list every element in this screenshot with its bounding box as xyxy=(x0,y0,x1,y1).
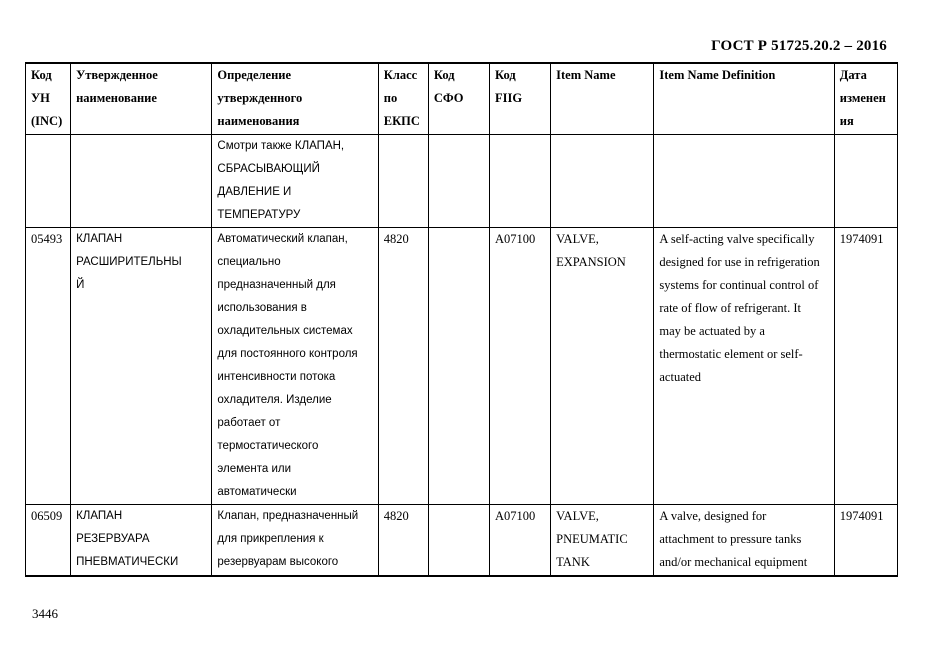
cell-approved-name: КЛАПАН РЕЗЕРВУАРА ПНЕВМАТИЧЕСКИ xyxy=(71,505,212,577)
cell-ekps-class: 4820 xyxy=(378,228,428,505)
table-row xyxy=(26,505,898,577)
cell-item-definition: A valve, designed for attachment to pressure tanks and/or mechanical equipment xyxy=(654,505,834,577)
cell-ekps-class: 4820 xyxy=(378,505,428,577)
column-header-fiig-code: Код FIIG xyxy=(490,63,551,135)
cell-fiig-code: A07100 xyxy=(490,505,551,577)
cell-inc xyxy=(26,135,71,228)
column-header-definition: Определение утвержденного наименования xyxy=(212,63,378,135)
cell-change-date: 1974091 xyxy=(834,505,897,577)
column-header-item-name: Item Name xyxy=(551,63,654,135)
cell-sfo-code xyxy=(428,228,489,505)
cell-sfo-code xyxy=(428,135,489,228)
table-header-row xyxy=(26,63,898,135)
cell-approved-name: КЛАПАН РАСШИРИТЕЛЬНЫ Й xyxy=(71,228,212,505)
column-header-item-definition: Item Name Definition xyxy=(654,63,834,135)
cell-inc: 05493 xyxy=(26,228,71,505)
cell-fiig-code xyxy=(490,135,551,228)
cell-definition: Смотри также КЛАПАН, СБРАСЫВАЮЩИЙ ДАВЛЕНИЕ И ТЕМПЕРАТУРУ xyxy=(212,135,378,228)
cell-definition: Автоматический клапан, специально предназначенный для использования в охладительных системах для постоянного контроля интенсивности потока охладителя. Изделие работает от термостатического элемента или автоматически xyxy=(212,228,378,505)
cell-item-definition xyxy=(654,135,834,228)
cell-item-name: VALVE, EXPANSION xyxy=(551,228,654,505)
cell-approved-name xyxy=(71,135,212,228)
column-header-approved-name: Утвержденное наименование xyxy=(71,63,212,135)
table-row xyxy=(26,228,898,505)
table-row xyxy=(26,135,898,228)
page-number: 3446 xyxy=(32,606,58,621)
cell-definition: Клапан, предназначенный для прикрепления к резервуарам высокого xyxy=(212,505,378,577)
cell-item-name xyxy=(551,135,654,228)
cell-item-name: VALVE, PNEUMATIC TANK xyxy=(551,505,654,577)
column-header-change-date: Дата изменен ия xyxy=(834,63,897,135)
document-standard-header: ГОСТ Р 51725.20.2 – 2016 xyxy=(711,38,887,54)
cell-fiig-code: A07100 xyxy=(490,228,551,505)
column-header-sfo-code: Код СФО xyxy=(428,63,489,135)
cell-change-date: 1974091 xyxy=(834,228,897,505)
column-header-inc: Код УН (INC) xyxy=(26,63,71,135)
cell-change-date xyxy=(834,135,897,228)
cell-sfo-code xyxy=(428,505,489,577)
specification-table xyxy=(25,62,898,577)
cell-ekps-class xyxy=(378,135,428,228)
column-header-ekps-class: Класс по ЕКПС xyxy=(378,63,428,135)
cell-item-definition: A self-acting valve specifically designed for use in refrigeration systems for continual control of rate of flow of refrigerant. It may be actuated by a thermostatic element or self- actuated xyxy=(654,228,834,505)
cell-inc: 06509 xyxy=(26,505,71,577)
